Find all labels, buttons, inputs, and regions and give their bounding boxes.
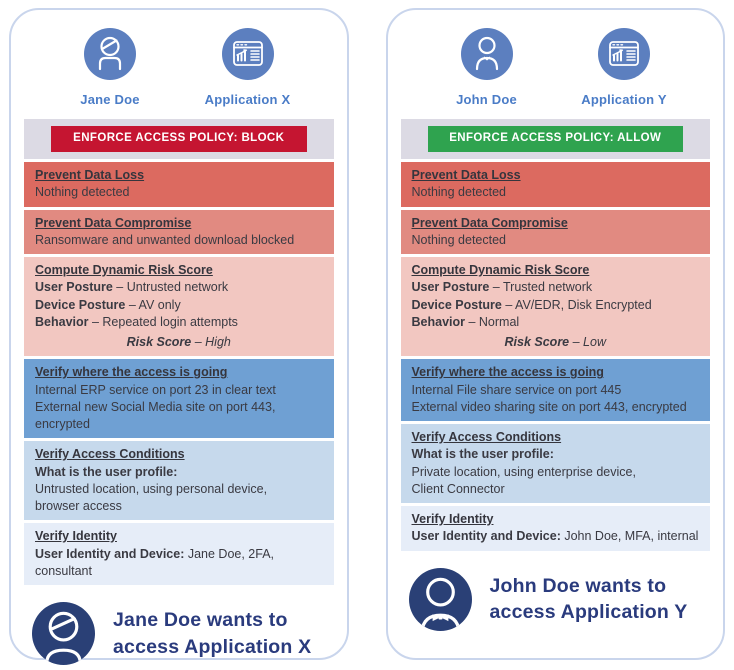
enforce-policy-bar	[401, 119, 711, 159]
policy-sections	[401, 119, 711, 551]
conditions-line-1: Untrusted location, using personal device,	[35, 481, 268, 496]
request-summary	[401, 551, 711, 631]
request-headline: John Doe wants to access Application Y	[489, 574, 688, 623]
section-risk-score: Compute Dynamic Risk Score User Posture – Trusted network Device Posture – AV/EDR, Disk Encrypted Behavior – Normal Risk Score – Low	[401, 257, 711, 356]
risk-score-result: Risk Score – Low	[504, 335, 606, 349]
policy-decision-badge: ENFORCE ACCESS POLICY: BLOCK	[51, 126, 307, 152]
policy-card-john	[386, 8, 726, 660]
request-summary	[24, 585, 334, 665]
conditions-line-1: Private location, using enterprise device,	[411, 464, 636, 479]
section-prevent-data-compromise: Prevent Data Compromise Ransomware and unwanted download blocked	[24, 210, 334, 255]
section-verify-conditions: Verify Access Conditions What is the user profile: Private location, using enterprise device, Client Connector	[401, 424, 711, 503]
identity-line: User Identity and Device: Jane Doe, 2FA, consultant	[35, 546, 275, 578]
request-headline: Jane Doe wants to access Application X	[113, 609, 312, 658]
risk-line-user-posture: User Posture – Untrusted network	[35, 280, 229, 295]
actor-app	[188, 28, 308, 107]
actor-app	[564, 28, 684, 107]
application-name-label: Application X	[204, 92, 291, 107]
section-verify-destination: Verify where the access is going Internal File share service on port 445 External video sharing site on port 443, encrypted	[401, 359, 711, 421]
user-name-label: Jane Doe	[80, 92, 140, 107]
conditions-line-2: Client Connector	[411, 481, 505, 496]
enforce-policy-bar	[24, 119, 334, 159]
section-body: Ransomware and unwanted download blocked	[35, 232, 295, 247]
actor-user	[50, 28, 170, 107]
section-verify-conditions: Verify Access Conditions What is the user profile: Untrusted location, using personal device, browser access	[24, 441, 334, 520]
section-prevent-data-loss: Prevent Data Loss Nothing detected	[401, 162, 711, 207]
identity-line: User Identity and Device: John Doe, MFA, internal	[411, 529, 699, 544]
section-prevent-data-loss: Prevent Data Loss Nothing detected	[24, 162, 334, 207]
actor-user	[427, 28, 547, 107]
section-verify-destination: Verify where the access is going Internal ERP service on port 23 in clear text External new Social Media site on port 443, encrypted	[24, 359, 334, 438]
conditions-line-2: browser access	[35, 499, 122, 513]
section-body: Nothing detected	[411, 185, 507, 200]
user-name-label: John Doe	[456, 92, 517, 107]
risk-line-device-posture: Device Posture – AV/EDR, Disk Encrypted	[411, 297, 652, 312]
section-body: Nothing detected	[35, 185, 130, 200]
destination-line-2: External new Social Media site on port 443, encrypted	[35, 399, 276, 431]
section-body: Nothing detected	[411, 232, 507, 247]
conditions-subtitle: What is the user profile:	[35, 464, 178, 479]
user-avatar-icon	[84, 28, 136, 80]
risk-line-behavior: Behavior – Normal	[411, 314, 520, 329]
application-icon	[598, 28, 650, 80]
destination-line-1: Internal ERP service on port 23 in clear text	[35, 382, 276, 397]
section-prevent-data-compromise: Prevent Data Compromise Nothing detected	[401, 210, 711, 255]
risk-line-user-posture: User Posture – Trusted network	[411, 280, 593, 295]
user-portrait-icon	[409, 568, 472, 631]
section-verify-identity: Verify Identity User Identity and Device: Jane Doe, 2FA, consultant	[24, 523, 334, 585]
actors-row	[24, 22, 334, 107]
actors-row	[401, 22, 711, 107]
risk-line-device-posture: Device Posture – AV only	[35, 297, 181, 312]
section-verify-identity: Verify Identity User Identity and Device: John Doe, MFA, internal	[401, 506, 711, 551]
conditions-subtitle: What is the user profile:	[411, 447, 554, 462]
policy-card-jane	[9, 8, 349, 660]
policy-sections	[24, 119, 334, 585]
risk-score-result: Risk Score – High	[126, 335, 231, 349]
application-name-label: Application Y	[581, 92, 667, 107]
policy-decision-badge: ENFORCE ACCESS POLICY: ALLOW	[428, 126, 684, 152]
section-risk-score: Compute Dynamic Risk Score User Posture – Untrusted network Device Posture – AV only Behavior – Repeated login attempts Risk Score – High	[24, 257, 334, 356]
risk-line-behavior: Behavior – Repeated login attempts	[35, 314, 238, 329]
application-icon	[222, 28, 274, 80]
destination-line-1: Internal File share service on port 445	[411, 382, 622, 397]
destination-line-2: External video sharing site on port 443, encrypted	[411, 399, 687, 414]
user-avatar-icon	[461, 28, 513, 80]
user-portrait-icon	[32, 602, 95, 665]
